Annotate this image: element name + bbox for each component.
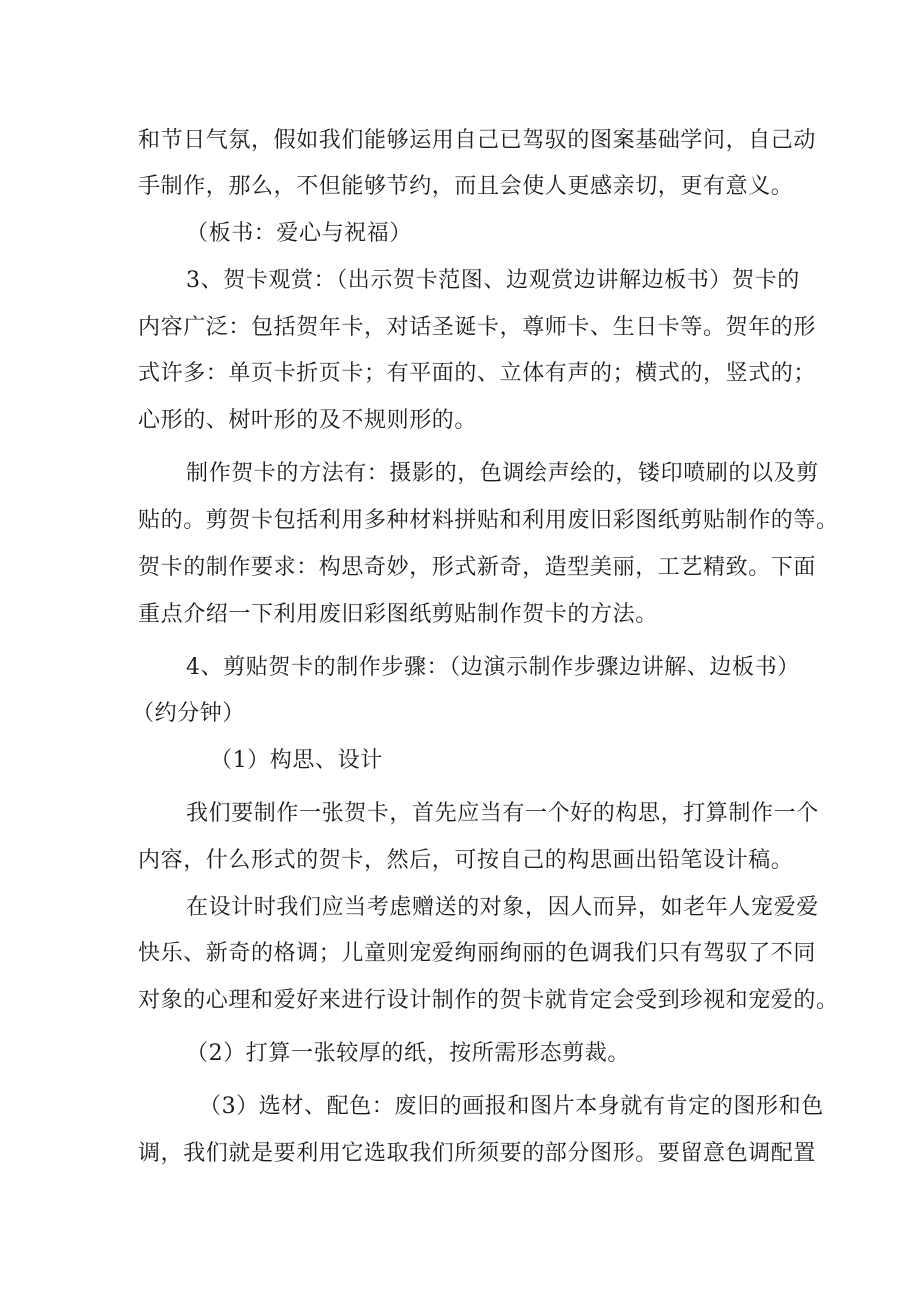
text-line: 贴的。剪贺卡包括利用多种材料拼贴和利用废旧彩图纸剪贴制作的等。 (138, 508, 839, 533)
text-line: （3）选材、配色：废旧的画报和图片本身就有肯定的图形和色 (199, 1094, 824, 1119)
text-line: 和节日气氛，假如我们能够运用自己已驾驭的图案基础学问，自己动 (138, 128, 817, 153)
text-line: 贺卡的制作要求：构思奇妙，形式新奇，造型美丽，工艺精致。下面 (138, 555, 817, 580)
text-line: 3、贺卡观赏：（出示贺卡范图、边观赏边讲解边板书）贺卡的 (186, 268, 800, 293)
text-line: 手制作，那么，不但能够节约，而且会使人更感亲切，更有意义。 (138, 174, 794, 199)
text-line: 制作贺卡的方法有：摄影的，色调绘声绘的，镂印喷刷的以及剪 (186, 461, 819, 486)
text-line: 调，我们就是要利用它选取我们所须要的部分图形。要留意色调配置 (138, 1141, 817, 1166)
text-line: （板书：爱心与祝福） (186, 221, 413, 246)
text-line: （2）打算一张较厚的纸，按所需形态剪裁。 (186, 1041, 630, 1066)
text-line: 重点介绍一下利用废旧彩图纸剪贴制作贺卡的方法。 (138, 602, 658, 627)
text-line: 内容广泛：包括贺年卡，对话圣诞卡，尊师卡、生日卡等。贺年的形 (138, 315, 817, 340)
text-line: 快乐、新奇的格调；儿童则宠爱绚丽绚丽的色调我们只有驾驭了不同 (138, 941, 817, 966)
text-line: 心形的、树叶形的及不规则形的。 (138, 408, 478, 433)
text-line: （约分钟） (132, 701, 246, 726)
text-line: 我们要制作一张贺卡，首先应当有一个好的构思，打算制作一个 (186, 801, 819, 826)
text-line: 4、剪贴贺卡的制作步骤：（边演示制作步骤边讲解、边板书） (186, 655, 800, 680)
text-line: 内容，什么形式的贺卡，然后，可按自己的构思画出铅笔设计稿。 (138, 848, 794, 873)
text-line: 对象的心理和爱好来进行设计制作的贺卡就肯定会受到珍视和宠爱的。 (138, 988, 839, 1013)
text-line: （1）构思、设计 (210, 748, 383, 773)
text-line: 式许多：单页卡折页卡；有平面的、立体有声的；横式的，竖式的； (138, 361, 817, 386)
text-line: 在设计时我们应当考虑赠送的对象，因人而异，如老年人宠爱爱 (186, 895, 819, 920)
